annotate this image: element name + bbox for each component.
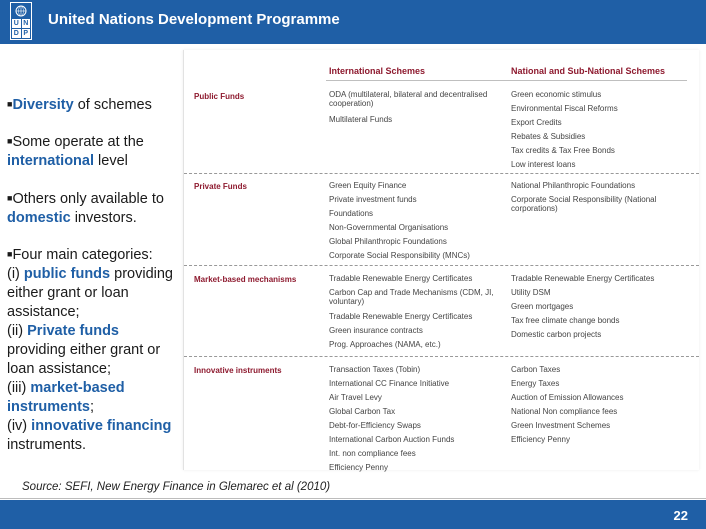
bullet-text: providing either grant or loan assistance;	[7, 342, 161, 377]
table-cell: Global Carbon Tax	[329, 407, 396, 416]
bullet-highlight: domestic	[7, 210, 71, 226]
bullet-square-icon: ■	[7, 136, 13, 146]
table-cell: Multilateral Funds	[329, 115, 393, 124]
bullet-text: (ii)	[7, 323, 28, 339]
bullet-international	[7, 132, 177, 171]
bullet-square-icon: ■	[7, 99, 13, 109]
table-cell: Tradable Renewable Energy Certificates	[329, 274, 473, 283]
table-cell: Debt-for-Efficiency Swaps	[329, 421, 421, 430]
bullet-text: (i)	[7, 266, 24, 282]
bullet-text: (iv)	[7, 418, 32, 434]
schemes-table	[183, 50, 699, 470]
header-divider	[326, 80, 687, 81]
row-divider	[184, 356, 699, 357]
page-number: 22	[673, 508, 688, 523]
bullet-highlight: public funds	[23, 266, 111, 282]
table-cell: Energy Taxes	[511, 379, 560, 388]
table-cell: Rebates & Subsidies	[511, 132, 586, 141]
bullet-domestic	[7, 189, 177, 228]
table-cell: Environmental Fiscal Reforms	[511, 104, 618, 113]
bullet-highlight: international	[7, 153, 95, 169]
column-header-national: National and Sub-National Schemes	[511, 66, 666, 76]
bullet-text: investors.	[70, 210, 137, 226]
column-header-international: International Schemes	[329, 66, 426, 76]
table-cell: Transaction Taxes (Tobin)	[329, 365, 421, 374]
table-cell: Corporate Social Responsibility (National corporations)	[511, 195, 657, 213]
table-cell: Non-Governmental Organisations	[329, 223, 449, 232]
table-cell: Tradable Renewable Energy Certificates	[511, 274, 655, 283]
table-cell: Green mortgages	[511, 302, 574, 311]
table-cell: Carbon Taxes	[511, 365, 561, 374]
table-cell: Corporate Social Responsibility (MNCs)	[329, 251, 470, 260]
bullet-highlight: Diversity	[12, 97, 74, 113]
logo-letter: N	[23, 20, 29, 27]
table-cell: Prog. Approaches (NAMA, etc.)	[329, 340, 441, 349]
row-divider	[184, 265, 699, 266]
table-cell: Green economic stimulus	[511, 90, 602, 99]
bullet-square-icon: ■	[7, 193, 13, 203]
logo-letter: D	[13, 30, 19, 37]
bullet-list	[7, 95, 177, 455]
logo-letter: P	[23, 30, 29, 37]
table-cell: Tradable Renewable Energy Certificates	[329, 312, 473, 321]
table-cell: ODA (multilateral, bilateral and decentralised cooperation)	[329, 90, 488, 108]
row-divider	[184, 173, 699, 174]
table-cell: Low interest loans	[511, 160, 576, 169]
table-cell: Int. non compliance fees	[329, 449, 416, 458]
category-innovative: Innovative instruments	[194, 366, 282, 375]
table-cell: National Philanthropic Foundations	[511, 181, 636, 190]
table-cell: Efficiency Penny	[329, 463, 388, 472]
category-market-based: Market-based mechanisms	[194, 275, 297, 284]
bullet-text: Others only available to	[12, 191, 164, 207]
table-cell: Private investment funds	[329, 195, 417, 204]
bottom-divider	[0, 498, 706, 499]
bullet-highlight: Private funds	[27, 323, 119, 339]
source-caption: Source: SEFI, New Energy Finance in Glemarec et al (2010)	[22, 481, 331, 493]
table-cell: Utility DSM	[511, 288, 551, 297]
table-cell: Efficiency Penny	[511, 435, 570, 444]
header-bar	[0, 0, 706, 44]
undp-letters	[12, 19, 30, 38]
table-cell: International CC Finance Initiative	[329, 379, 450, 388]
bullet-square-icon: ■	[7, 249, 13, 259]
bullet-text: level	[94, 153, 128, 169]
bullet-text: instruments.	[7, 437, 86, 453]
table-cell: Foundations	[329, 209, 374, 218]
table-cell: Tax credits & Tax Free Bonds	[511, 146, 615, 155]
table-cell: Export Credits	[511, 118, 562, 127]
table-cell: Auction of Emission Allowances	[511, 393, 624, 402]
category-private-funds: Private Funds	[194, 182, 247, 191]
table-cell: International Carbon Auction Funds	[329, 435, 455, 444]
bullet-categories	[7, 245, 177, 455]
bullet-highlight: innovative financing	[31, 418, 172, 434]
bullet-diversity	[7, 95, 177, 115]
table-cell: Air Travel Levy	[329, 393, 382, 402]
bullet-highlight: market-based instruments	[7, 380, 125, 415]
page-title: United Nations Development Programme	[48, 11, 340, 28]
bullet-text: of schemes	[73, 97, 152, 113]
table-cell: Green Equity Finance	[329, 181, 407, 190]
category-public-funds: Public Funds	[194, 92, 245, 101]
table-cell: Domestic carbon projects	[511, 330, 602, 339]
table-cell: Carbon Cap and Trade Mechanisms (CDM, JI, voluntary)	[329, 288, 494, 306]
table-cell: Green Investment Schemes	[511, 421, 611, 430]
bullet-text: Some operate at the	[12, 134, 144, 150]
un-emblem-icon	[14, 5, 28, 17]
bullet-text: ;	[90, 399, 95, 415]
table-cell: National Non compliance fees	[511, 407, 618, 416]
table-cell: Tax free climate change bonds	[511, 316, 620, 325]
bullet-text: providing either grant or loan assistance;	[7, 266, 173, 320]
table-cell: Global Philanthropic Foundations	[329, 237, 447, 246]
undp-logo	[10, 2, 32, 40]
footer-bar	[0, 500, 706, 529]
bullet-text: (iii)	[7, 380, 31, 396]
bullet-text: Four main categories:	[12, 247, 153, 263]
table-cell: Green insurance contracts	[329, 326, 423, 335]
logo-letter: U	[13, 20, 19, 27]
